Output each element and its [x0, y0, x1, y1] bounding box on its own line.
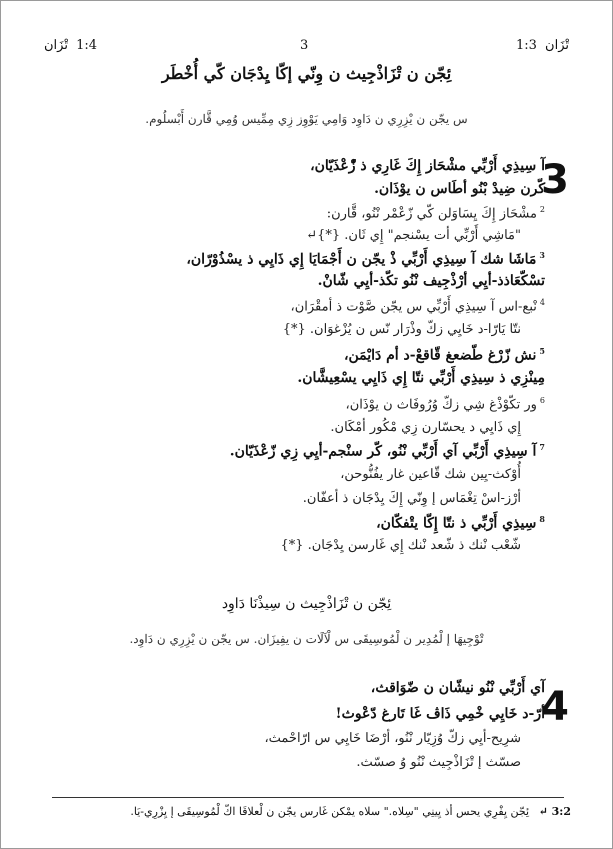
verse-text: أُوْكث-يِين شك قّاعين غار يفُنُّوحن، [340, 467, 521, 482]
verse-number: 3 [539, 250, 545, 260]
verse-text: آي أَرْبِّي نْنُو نيشّان ن ضّوَاقث، [370, 680, 545, 696]
verse-line [374, 181, 545, 197]
verse-text: آ سِيذِي أَرْبِّي آي أَرْبِّي نْنُو، كّر سنْجم-أيِي زِي زّعْذَيّان. [229, 443, 537, 460]
verse-text: آ سِيذِي أَرْبِّي مشْحَاز إِكَ غَارِي ذ زّْعْذَيّان، [310, 158, 545, 174]
verse-number: 6 [539, 396, 545, 405]
verse-line [283, 322, 521, 337]
verse-line [344, 346, 545, 364]
verse-text: صسّث إ تْزَاذْجِيث نْنُو وُ صسّث. [356, 755, 521, 770]
verse-number: 8 [539, 514, 545, 524]
verse-line [310, 158, 545, 174]
verse-line [186, 250, 545, 268]
verse-number: 2 [539, 205, 545, 214]
verse-text: مشْحَاز إِكَ يِسَاوَلن كّي زّعْمْر نْنُو، قَّارن: [326, 206, 537, 222]
header-right-reference [514, 38, 571, 53]
verse-line [280, 538, 521, 553]
footnote-reference: 3:2 ↵ [538, 805, 571, 818]
verse-line [340, 467, 521, 482]
psalm-3-title: ئِجّن ن تْزَاذْجِيث ن وِنّي إكّا يِدْجَان كّي أُخْطَر [161, 64, 452, 83]
verse-text: شّعْب نْنك ذ شّعد نْنك إِي غَارسن يِدْجَان. {*} [280, 538, 521, 553]
psalm-3-number: 3 [541, 157, 569, 203]
verse-line [318, 273, 545, 289]
verse-number: 5 [539, 346, 545, 356]
verse-line [356, 755, 521, 770]
verse-line [330, 420, 521, 435]
verse-text: أرّ-د خَايِي خْمِي ذَاڤ غَا تَارغ دّعْوث! [335, 706, 545, 722]
verse-text: شرِيح-أيِي زكّ وُزِيّار نْنُو، أرْضَا خَايِي س ارّاحْمث، [264, 731, 521, 746]
verse-text: سِيذِي أَرْبِّي ذ نتّا إِكّا يتْفكّان، [376, 515, 537, 532]
verse-text: نْبع-اس آ سِيذِي أَرْبِّي س يجّن صَّوْت ذ أمقْرَان، [290, 299, 537, 315]
footnote [41, 805, 571, 818]
verse-line [291, 298, 546, 314]
header-left-reference [42, 38, 99, 53]
verse-number: 4 [539, 298, 545, 307]
verse-line [336, 706, 546, 722]
verse-text: نش زّرْغ طّضعغ قّاقعْ-د أم دَايْمَن، [343, 347, 537, 364]
verse-line [376, 514, 545, 532]
header-left-chapter-verse: 1:4 [76, 38, 98, 53]
psalm-4-superscription: تْوْجِيهَا إ لْمُدِير ن لْمُوسِيقَى س لْآلَات ن يفِيزَان. س يجّن ن يْزِرِي ن دَاوِد. [129, 632, 484, 646]
page-number: 3 [300, 38, 309, 53]
verse-text: نتّا يَارّا-د خَايِي زكّ وذْرَار نّس ن يُزْغوَان. {*} [282, 322, 521, 337]
header-left-book: تْزَان [44, 38, 68, 53]
verse-text: أرْز-اسْ تِغْمَاس إ وِنّي إِكَ يِدْجَان ذ أعفّان. [302, 491, 521, 506]
verse-text: كّرن ضِيدْ بْنُو أطَاس ن يوْذَان. [374, 181, 545, 197]
running-header [0, 38, 613, 58]
verse-line [297, 370, 545, 386]
verse-line [303, 491, 521, 506]
psalm-3-superscription: س يجّن ن يْزِرِي ن دَاوِد وَامِي يَوْوِز زِي مِمِّيس وُمِي قَّارن أَبْسلُوم. [145, 112, 468, 126]
verse-line [306, 228, 521, 243]
header-right-book: تْزَان [545, 38, 569, 53]
verse-text: مِينْزِي ذ سِيذِي أَرْبِّي نتّا إِي ذَايِي يسْعِيشَّان. [297, 370, 545, 386]
verse-line [264, 731, 521, 746]
footnote-text: ئِجّن يِفْرِي يحس أذ يِينِي "سِلاه." سلاه يمْكن غَارس يجّن ن لْعلاقَا اكّ لْمُوسِيقَى إ يِزْرِي-يَا. [130, 805, 530, 818]
verse-line [327, 205, 545, 221]
verse-line [346, 396, 546, 412]
header-right-chapter-verse: 1:3 [515, 38, 537, 53]
verse-text: مَاشَا شك آ سِيذِي أَرْبِّي ذْ يجّن ن أَجْمَايَا إِي ذَايِي ذ يسْذُوْرّان، [186, 251, 537, 268]
psalm-4-title: ئِجّن ن تْزَاذْجِيث ن سِيذْنَا دَاوِد [221, 596, 392, 612]
verse-line [371, 680, 545, 696]
verse-line [230, 442, 545, 460]
verse-text: ور تكّوْذْغ شِي زكّ وُرُوفَاث ن يوْذَان، [345, 397, 537, 413]
verse-text: تسْكّعَاذذ-أيِي أرْذْجِيف نْنُو تكّذ-أيِي شّانْ. [317, 273, 545, 289]
footnote-separator [52, 797, 564, 798]
verse-text: إِي ذَايِي د يحسّارن زِي مْكُور أمْكَان. [330, 420, 521, 435]
verse-number: 7 [539, 442, 545, 452]
psalm-4-number: 4 [541, 684, 569, 730]
verse-text: "مَاشِي أَرْبِّي أت يسْنجم" إِي ثَان. {*}↵ [306, 228, 521, 243]
